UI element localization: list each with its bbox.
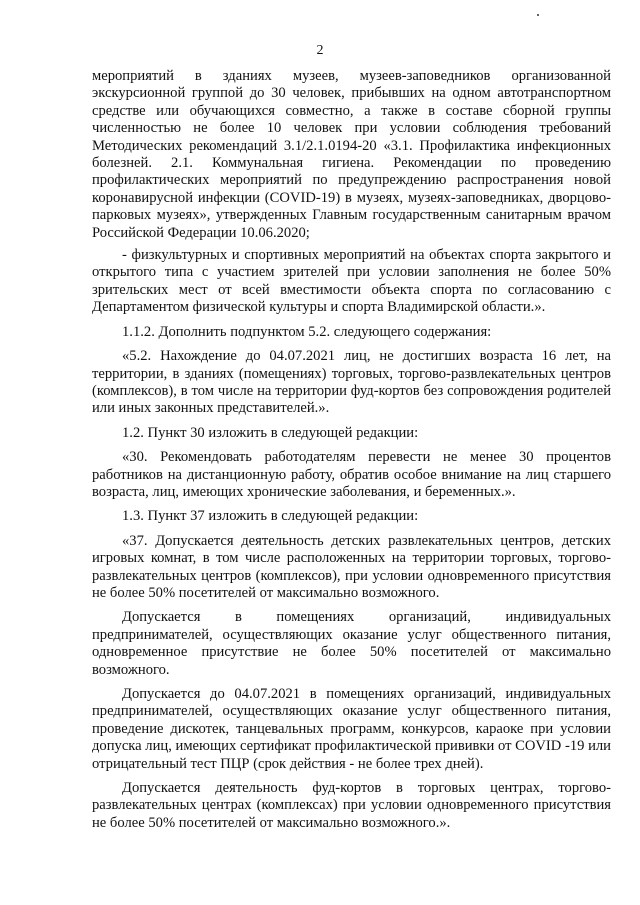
paragraph-item-30: «30. Рекомендовать работодателям перевести не менее 30 процентов работников на дистанционную работу, обратив особое внимание на лиц старшего возраста, лиц, имеющих хронические заболевания, и беременных.». (92, 449, 611, 500)
paragraph-sports-events: - физкультурных и спортивных мероприятий на объектах спорта закрытого и открытого типа с участием зрителей при условии заполнения не более 50% зрительских мест от всей вместимости объекта спорта по согласованию с Департаментом физической культуры и спорта Владимирской области.». (92, 247, 611, 316)
paragraph-museums: мероприятий в зданиях музеев, музеев-заповедников организованной экскурсионной группой до 30 человек, прибывших на одном автотранспортном средстве или обучающихся совместно, а также в составе сборной группы численностью не более 10 человек при условии соблюдения требований Методических рекомендаций 3.1/2.1.0194-20 «3.1. Профилактика инфекционных болезней. 2.1. Коммунальная гигиена. Рекомендации по проведению профилактических мероприятий по предупреждению распространения новой коронавирусной инфекции (COVID-19) в музеях, музеях-заповедниках, дворцово-парковых музеях», утвержденных Главным государственным санитарным врачом Российской Федерации 10.06.2020; (92, 68, 611, 241)
paragraph-item-37-discos: Допускается до 04.07.2021 в помещениях организаций, индивидуальных предпринимателей, осуществляющих оказание услуг общественного питания, проведение дискотек, танцевальных программ, конкурсов, караоке при условии допуска лиц, имеющих сертификат профилактической прививки от COVID -19 или отрицательный тест ПЦР (срок действия - не более трех дней). (92, 686, 611, 772)
paragraph-item-37-catering: Допускается в помещениях организаций, индивидуальных предпринимателей, осуществляющих оказание услуг общественного питания, одновременное присутствие не более 50% посетителей от максимально возможного. (92, 609, 611, 678)
page-number: 2 (316, 43, 324, 58)
paragraph-item-1-1-2: 1.1.2. Дополнить подпунктом 5.2. следующего содержания: (122, 323, 492, 340)
paragraph-item-1-3: 1.3. Пункт 37 изложить в следующей редакции: (122, 508, 419, 525)
document-body (92, 68, 611, 832)
paragraph-item-37-food-courts: Допускается деятельность фуд-кортов в торговых центрах, торгово-развлекательных центрах (комплексах) при условии одновременного присутствия не более 50% посетителей от максимально возможного.». (92, 780, 611, 831)
paragraph-item-37-children-centers: «37. Допускается деятельность детских развлекательных центров, детских игровых комнат, в том числе расположенных на территории торговых, торгово-развлекательных центров (комплексов), при условии одновременного присутствия не более 50% посетителей от максимально возможного. (92, 532, 611, 601)
scan-speck (537, 14, 539, 16)
paragraph-subitem-5-2: «5.2. Нахождение до 04.07.2021 лиц, не достигших возраста 16 лет, на территории, в зданиях (помещениях) торговых, торгово-развлекательных центров (комплексов), в том числе на территории фуд-кортов без сопровождения родителей или иных законных представителей.». (92, 348, 611, 417)
paragraph-item-1-2: 1.2. Пункт 30 изложить в следующей редакции: (122, 424, 419, 441)
